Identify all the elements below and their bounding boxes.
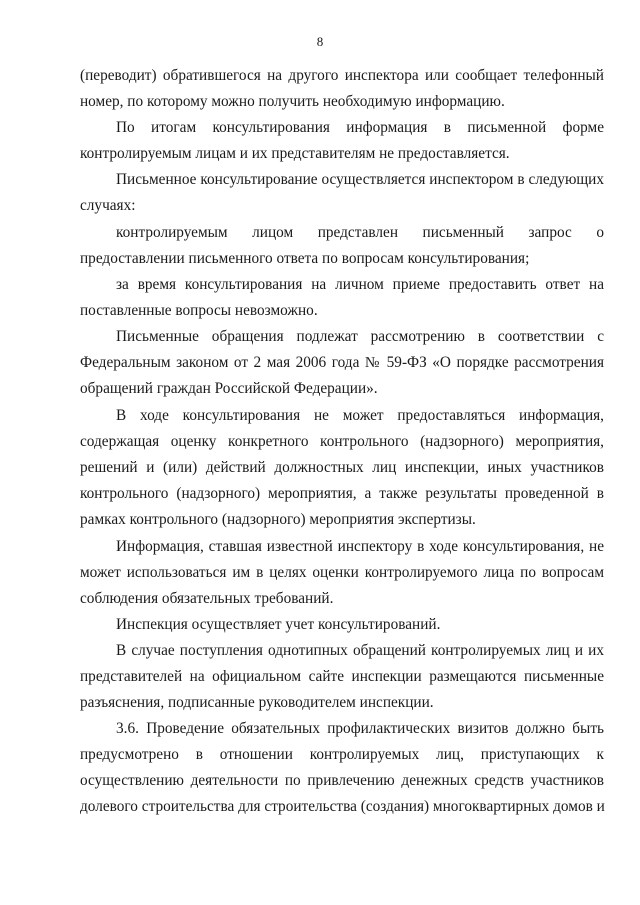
text-line: представителей на официальном сайте инспекции размещаются письменные <box>80 668 604 685</box>
text-line: По итогам консультирования информация в письменной форме <box>116 119 604 136</box>
text-line: В случае поступления однотипных обращений контролируемых лиц и их <box>116 642 604 659</box>
text-line: предусмотрено в отношении контролируемых лиц, приступающих к <box>80 746 604 763</box>
page-number: 8 <box>316 34 324 49</box>
text-line: поставленные вопросы невозможно. <box>80 302 318 319</box>
text-line: В ходе консультирования не может предоставляться информация, <box>116 407 604 424</box>
text-line: контрольного (надзорного) мероприятия, а также результаты проведенной в <box>80 485 604 502</box>
text-line: решений и (или) действий должностных лиц инспекции, иных участников <box>80 459 604 476</box>
text-line: содержащая оценку конкретного контрольного (надзорного) мероприятия, <box>80 433 604 450</box>
text-line: Информация, ставшая известной инспектору в ходе консультирования, не <box>116 538 604 555</box>
text-line: предоставлении письменного ответа по вопросам консультирования; <box>80 250 530 267</box>
text-line: долевого строительства для строительства (создания) многоквартирных домов и <box>80 798 605 815</box>
text-line: за время консультирования на личном приеме предоставить ответ на <box>116 276 604 293</box>
text-line: (переводит) обратившегося на другого инспектора или сообщает телефонный <box>80 67 604 84</box>
text-line: контролируемым лицам и их представителям не предоставляется. <box>80 145 510 162</box>
text-line: контролируемым лицом представлен письменный запрос о <box>116 224 604 241</box>
text-line: может использоваться им в целях оценки контролируемого лица по вопросам <box>80 564 604 581</box>
text-line: Инспекция осуществляет учет консультирований. <box>116 616 441 633</box>
text-line: осуществлению деятельности по привлечению денежных средств участников <box>80 772 604 789</box>
text-line: разъяснения, подписанные руководителем инспекции. <box>80 694 434 711</box>
text-line: случаях: <box>80 197 136 214</box>
text-line: номер, по которому можно получить необходимую информацию. <box>80 93 505 110</box>
text-line: 3.6. Проведение обязательных профилактических визитов должно быть <box>116 720 604 737</box>
text-line: Письменные обращения подлежат рассмотрению в соответствии с <box>116 328 604 345</box>
text-line: соблюдения обязательных требований. <box>80 590 334 607</box>
text-line: обращений граждан Российской Федерации». <box>80 380 378 397</box>
text-line: рамках контрольного (надзорного) мероприятия экспертизы. <box>80 511 476 528</box>
text-line: Федеральным законом от 2 мая 2006 года № 59-ФЗ «О порядке рассмотрения <box>80 354 604 371</box>
text-line: Письменное консультирование осуществляется инспектором в следующих <box>116 171 604 188</box>
